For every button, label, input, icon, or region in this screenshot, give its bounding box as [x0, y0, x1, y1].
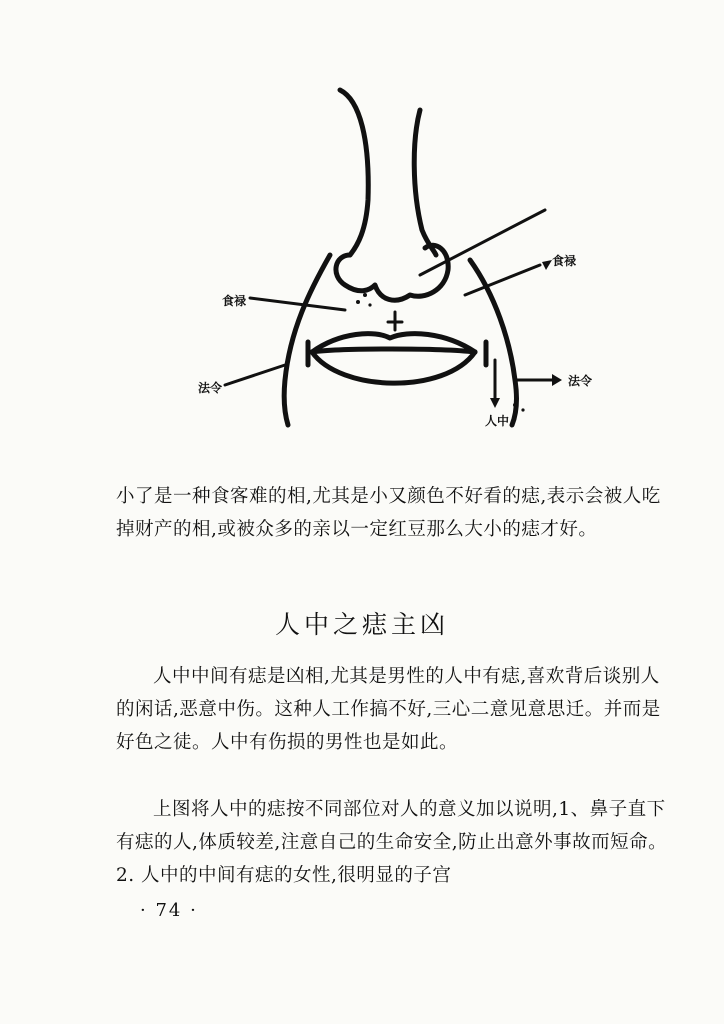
lip-line	[312, 349, 475, 352]
page-number: · 74 ·	[140, 900, 198, 921]
section-heading: 人中之痣主凶	[274, 610, 449, 639]
label-left-lower: 法令	[198, 381, 223, 395]
label-right-lower: 法令	[568, 374, 593, 388]
pointer-left-lower	[225, 365, 285, 385]
pointer-long	[420, 210, 545, 275]
face-diagram	[190, 80, 610, 450]
lower-lip	[312, 352, 475, 383]
label-right-upper: 食禄	[552, 254, 577, 268]
paragraph-2: 人中中间有痣是凶相,尤其是男性的人中有痣,喜欢背后谈别人的闲话,恶意中伤。这种人工作搞不好,三心二意见意思迁。并而是好色之徒。人中有伤损的男性也是如此。	[116, 666, 661, 753]
nose-bridge-right	[414, 110, 436, 255]
pointer-left-upper	[250, 298, 345, 310]
nose-bridge-left	[340, 90, 368, 255]
label-philtrum: 人中	[485, 414, 510, 428]
face-diagram-svg	[190, 80, 610, 450]
paragraph-1: 小了是一种食客难的相,尤其是小又颜色不好看的痣,表示会被人吃掉财产的相,或被众多的亲以一定红豆那么大小的痣才好。	[116, 486, 661, 540]
paragraph-3: 上图将人中的痣按不同部位对人的意义加以说明,1、鼻子直下有痣的人,体质较差,注意自己的生命安全,防止出意外事故而短命。2. 人中的中间有痣的女性,很明显的子宫	[116, 799, 668, 886]
label-left-upper: 食禄	[222, 294, 247, 308]
